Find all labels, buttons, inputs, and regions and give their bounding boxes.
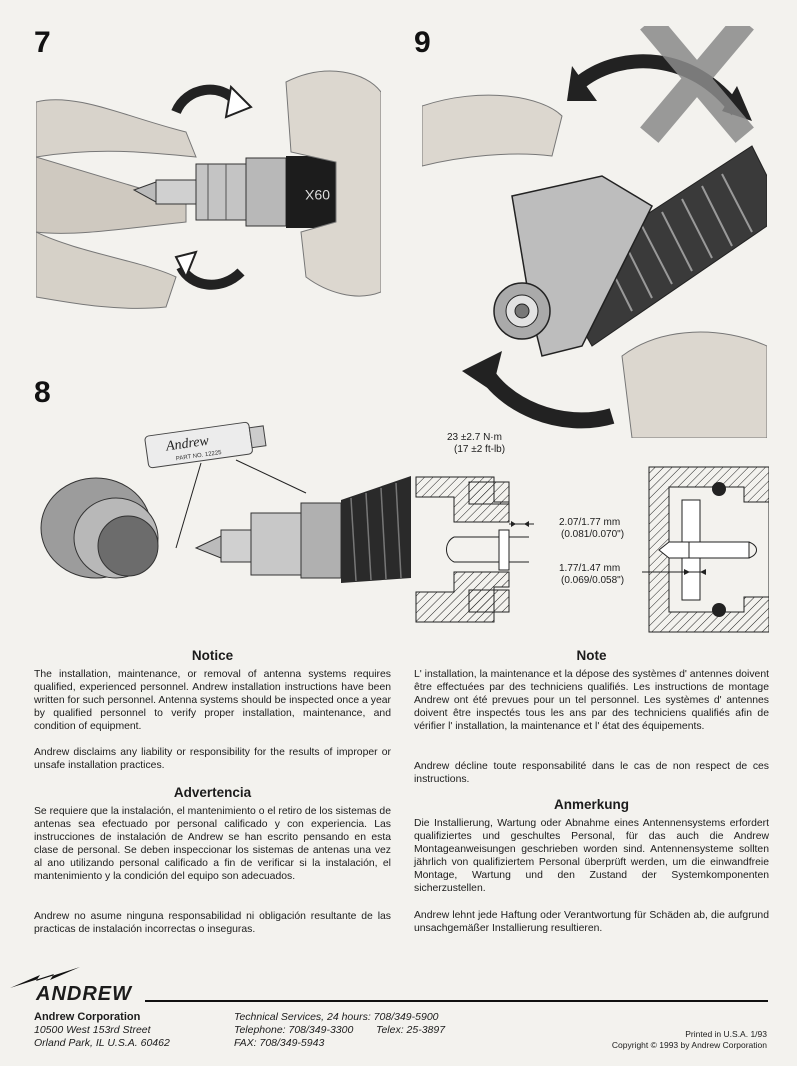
advertencia-paragraph-2: Andrew no asume ninguna responsabilidad ni obligación resultante de las practicas de instalación incorrectas o inseguras. xyxy=(34,911,391,935)
fax-line: FAX: 708/349-5943 xyxy=(234,1037,325,1049)
torque-spec-line1: 23 ±2.7 N·m xyxy=(447,432,502,443)
footer-rule xyxy=(145,1000,768,1002)
cross-section-diagrams xyxy=(414,462,769,637)
step-8-number: 8 xyxy=(34,376,51,409)
technical-services-line: Technical Services, 24 hours: 708/349-5900 xyxy=(234,1011,439,1023)
gap-spec-2-mm: 1.77/1.47 mm xyxy=(559,563,621,574)
printed-info: Printed in U.S.A. 1/93 xyxy=(685,1029,767,1039)
step-8-illustration xyxy=(36,418,411,618)
step-7-illustration xyxy=(36,62,381,337)
notice-title: Notice xyxy=(191,648,234,663)
note-paragraph-2: Andrew décline toute responsabilité dans le cas de non respect de ces instructions. xyxy=(414,761,769,785)
notice-paragraph-1: The installation, maintenance, or removal of antenna systems requires qualified, experienced personnel. Andrew installation instructions have been written for such personnel. Antenna systems should be inspected once a year by qualified personnel to verify proper installation, maintenance, and condition of equipment. xyxy=(34,669,391,732)
step-9-number: 9 xyxy=(414,26,431,59)
step-7-number: 7 xyxy=(34,26,51,59)
step-9-illustration xyxy=(422,26,767,438)
torque-spec-line2: (17 ±2 ft-lb) xyxy=(454,444,506,455)
telex-line: Telex: 25-3897 xyxy=(376,1024,446,1036)
note-title: Note xyxy=(576,648,607,663)
company-address-line2: Orland Park, IL U.S.A. 60462 xyxy=(34,1037,170,1049)
copyright-info: Copyright © 1993 by Andrew Corporation xyxy=(611,1040,767,1050)
advertencia-title: Advertencia xyxy=(173,785,252,800)
andrew-logo-text: ANDREW xyxy=(36,983,132,1005)
tube-part-text: PART NO. 12225 xyxy=(175,449,222,463)
company-address-line1: 10500 West 153rd Street xyxy=(34,1024,151,1036)
anmerkung-paragraph-1: Die Installierung, Wartung oder Abnahme eines Antennensystems erfordert qualifiziertes und geschultes Personal, für das auch die Andrew Montageanweisungen geschrieben worden sind. Antennensysteme sollten jährlich von qualifiziertem Personal überprüft werden, um die einwandfreie Montage, Wartung und den Zustand der Systemkomponenten sicherzustellen. xyxy=(414,818,769,894)
tube-brand-text: Andrew xyxy=(165,433,210,455)
gap-spec-2-in: (0.069/0.058") xyxy=(561,575,625,586)
anmerkung-paragraph-2: Andrew lehnt jede Haftung oder Verantwortung für Schäden ab, die aufgrund unsachgemäßer Installierung resultieren. xyxy=(414,910,769,934)
cable-marking-text: 09X xyxy=(305,187,330,203)
company-name: Andrew Corporation xyxy=(34,1011,141,1023)
notice-paragraph-2: Andrew disclaims any liability or responsibility for the results of improper or unsafe installation practices. xyxy=(34,747,391,771)
gap-spec-1-in: (0.081/0.070") xyxy=(561,529,625,540)
anmerkung-title: Anmerkung xyxy=(553,797,629,812)
advertencia-paragraph-1: Se requiere que la instalación, el mantenimiento o el retiro de los sistemas de antenas sea efectuado por personal calificado y con experiencia. Las instrucciones de instalación de Andrew se han escrito pensando en esta clase de personal. Se deben inspeccionar los sistemas de antenas una vez al ano utilizando personal calificado a fin de verificar si la instalación, el mantenimiento y la condición del equipo son adecuados. xyxy=(34,806,391,882)
telephone-line: Telephone: 708/349-3300 xyxy=(234,1024,354,1036)
gap-spec-1-mm: 2.07/1.77 mm xyxy=(559,517,621,528)
note-paragraph-1: L' installation, la maintenance et la dépose des systèmes d' antennes doivent être effectuées par des techniciens qualifiés. Les instructions de montage Andrew ont été prevues pour un tel personnel. Les systèmes d' antennes doivent être inspectés tous les ans par des techniciens qualifiés afin de vérifier l' installation, la maintenance et l' état des équipements. xyxy=(414,669,769,732)
